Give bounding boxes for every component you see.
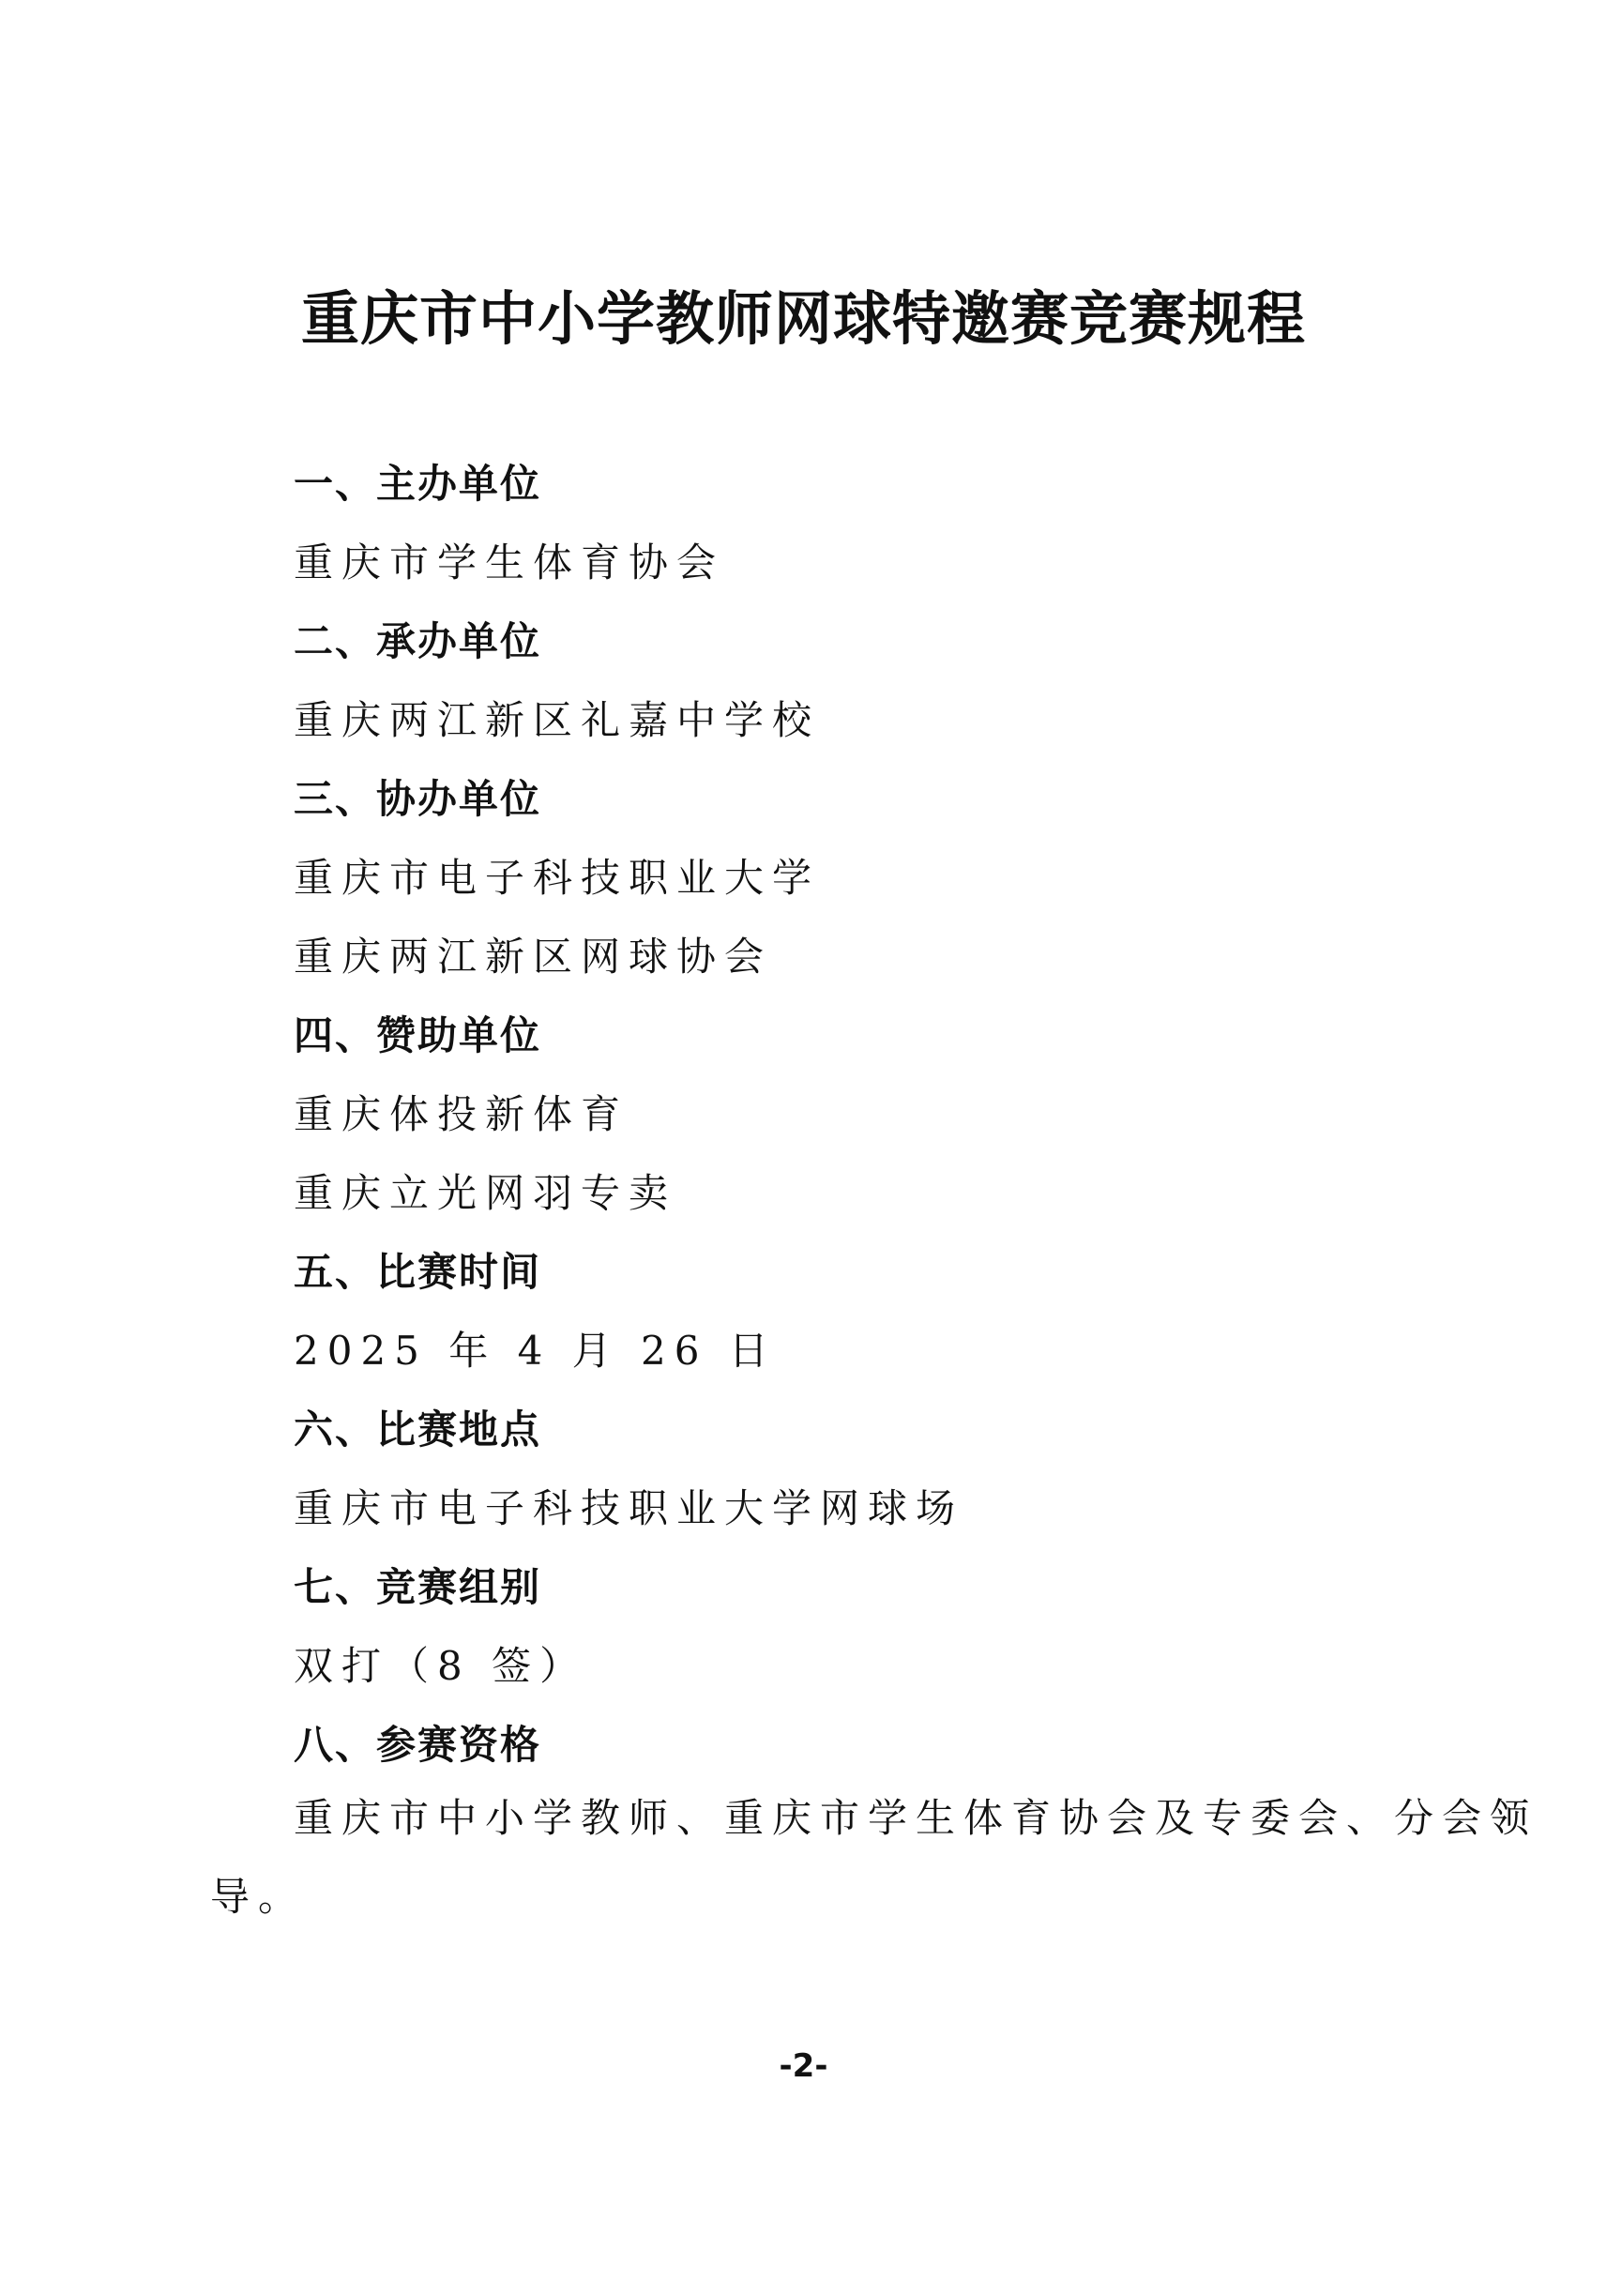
section-line-host: 重庆两江新区礼嘉中学校	[294, 697, 821, 743]
section-line-sponsor-1: 重庆体投新体育	[294, 1091, 629, 1137]
section-line-venue: 重庆市电子科技职业大学网球场	[294, 1485, 964, 1531]
section-line-date: 2025 年 4 月 26 日	[294, 1328, 777, 1374]
page-number: -2-	[779, 2047, 828, 2085]
section-heading-eligibility: 八、参赛资格	[294, 1722, 542, 1768]
section-heading-category: 七、竞赛组别	[294, 1564, 542, 1610]
section-heading-host: 二、承办单位	[294, 618, 542, 664]
section-line-category: 双打（8 签）	[294, 1643, 588, 1689]
section-line-organizer: 重庆市学生体育协会	[294, 540, 725, 585]
section-heading-venue: 六、比赛地点	[294, 1406, 542, 1452]
section-heading-date: 五、比赛时间	[294, 1249, 542, 1295]
eligibility-paragraph-line-2: 导。	[210, 1874, 307, 1920]
document-title: 重庆市中小学教师网球特邀赛竞赛规程	[300, 284, 1306, 353]
section-line-co-organizer-1: 重庆市电子科技职业大学	[294, 855, 821, 901]
section-line-sponsor-2: 重庆立光网羽专卖	[294, 1170, 677, 1216]
section-heading-sponsor: 四、赞助单位	[294, 1012, 542, 1058]
eligibility-paragraph-line-1: 重庆市中小学教师、重庆市学生体育协会及专委会、分会领	[294, 1795, 1539, 1841]
section-line-co-organizer-2: 重庆两江新区网球协会	[294, 934, 773, 980]
section-heading-organizer: 一、主办单位	[294, 461, 542, 507]
section-heading-co-organizer: 三、协办单位	[294, 776, 542, 822]
